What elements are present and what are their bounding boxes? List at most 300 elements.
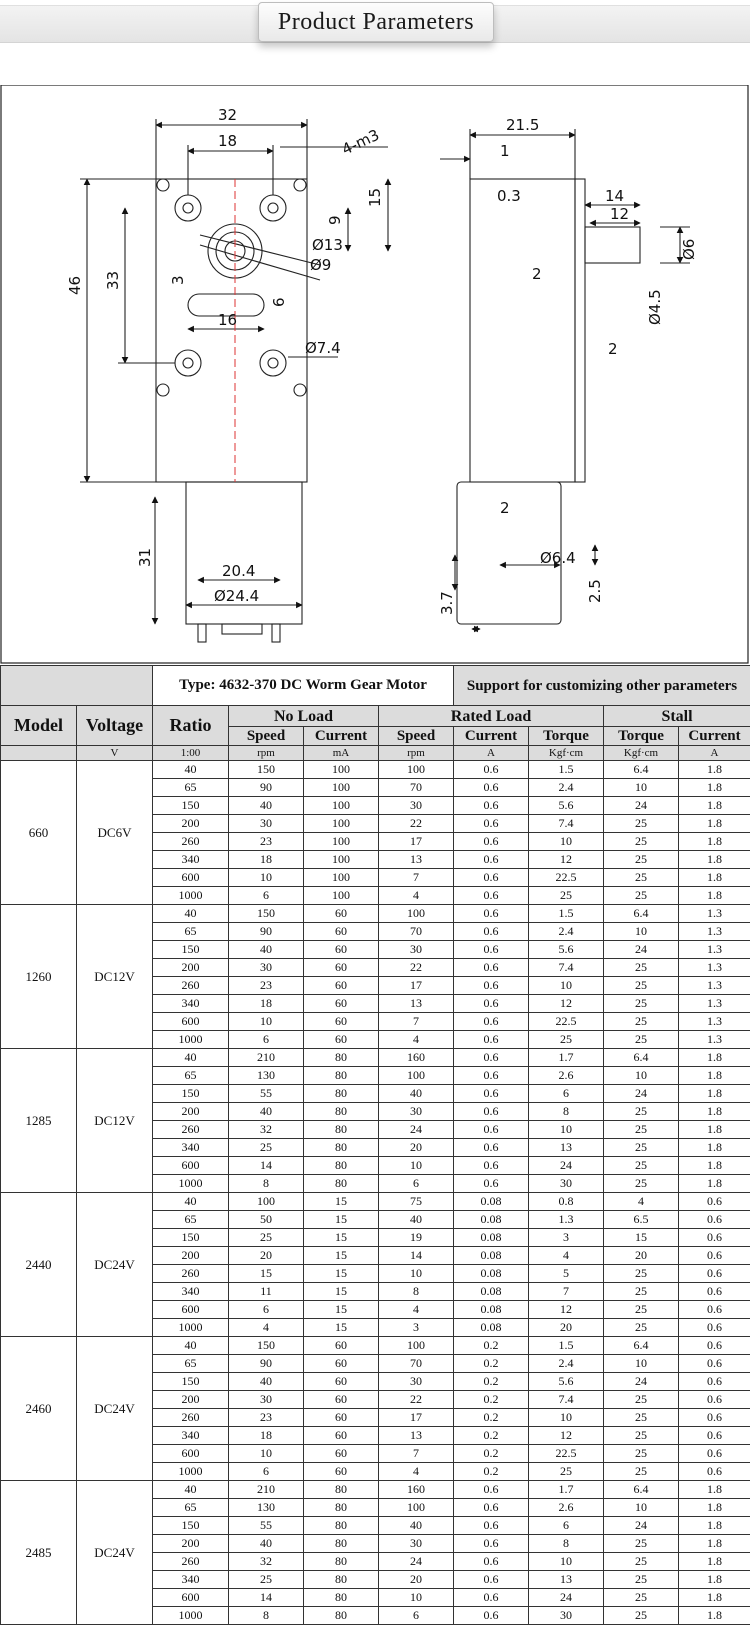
table-cell: 1.8 (679, 815, 750, 833)
table-cell: 0.2 (454, 1463, 529, 1481)
table-cell: 1.8 (679, 1481, 750, 1499)
table-cell: 10 (604, 1499, 679, 1517)
col-no-load: No Load (229, 706, 379, 727)
table-cell: 30 (379, 941, 454, 959)
table-cell: 100 (379, 1499, 454, 1517)
table-cell: 0.08 (454, 1265, 529, 1283)
table-cell: 0.6 (454, 797, 529, 815)
table-cell: 0.08 (454, 1193, 529, 1211)
table-cell: 15 (304, 1247, 379, 1265)
table-cell: 60 (304, 1013, 379, 1031)
table-cell: 150 (229, 1337, 304, 1355)
table-cell: 340 (153, 1139, 229, 1157)
table-cell: 260 (153, 1409, 229, 1427)
table-cell: 40 (229, 1373, 304, 1391)
table-cell: 340 (153, 995, 229, 1013)
table-cell: 200 (153, 1535, 229, 1553)
table-cell: 40 (153, 905, 229, 923)
table-cell: 0.6 (679, 1301, 750, 1319)
table-cell: 0.6 (679, 1337, 750, 1355)
table-cell: 0.6 (454, 923, 529, 941)
table-cell: 80 (304, 1175, 379, 1193)
table-cell: 600 (153, 1445, 229, 1463)
table-cell: 55 (229, 1517, 304, 1535)
table-cell: 0.6 (454, 1607, 529, 1625)
table-cell: 1.8 (679, 869, 750, 887)
unit-cell: Kgf·cm (529, 746, 604, 761)
table-cell: 0.6 (454, 1175, 529, 1193)
table-cell: 65 (153, 1211, 229, 1229)
table-cell: 1.3 (679, 905, 750, 923)
table-cell: 0.2 (454, 1337, 529, 1355)
table-cell: 40 (379, 1085, 454, 1103)
table-cell: 150 (229, 761, 304, 779)
table-cell: 0.6 (454, 869, 529, 887)
table-cell: 150 (153, 1085, 229, 1103)
table-cell: 20 (529, 1319, 604, 1337)
table-cell: 5.6 (529, 1373, 604, 1391)
table-cell: 10 (229, 1013, 304, 1031)
table-cell: 24 (379, 1553, 454, 1571)
dim-label: 33 (104, 270, 122, 290)
table-cell: 6 (229, 887, 304, 905)
table-cell: 65 (153, 923, 229, 941)
table-cell: 30 (529, 1607, 604, 1625)
table-cell: 80 (304, 1481, 379, 1499)
table-cell: 340 (153, 1283, 229, 1301)
table-cell: 30 (229, 1391, 304, 1409)
voltage-cell: DC24V (77, 1481, 153, 1625)
table-cell: 25 (604, 833, 679, 851)
table-cell: 1.8 (679, 1571, 750, 1589)
table-cell: 0.6 (454, 887, 529, 905)
table-cell: 5 (529, 1265, 604, 1283)
unit-cell: rpm (379, 746, 454, 761)
dim-label: 31 (136, 547, 154, 567)
table-cell: 0.6 (454, 1049, 529, 1067)
table-cell: 30 (529, 1175, 604, 1193)
table-cell: 1.8 (679, 1139, 750, 1157)
table-row (1, 1049, 750, 1067)
table-cell: 25 (529, 1031, 604, 1049)
table-cell: 150 (153, 1517, 229, 1535)
table-cell: 6 (229, 1301, 304, 1319)
table-cell: 100 (304, 797, 379, 815)
table-cell: 6 (529, 1517, 604, 1535)
table-cell: 10 (604, 1355, 679, 1373)
table-cell: 600 (153, 869, 229, 887)
table-row (1, 1337, 750, 1355)
table-cell: 0.8 (529, 1193, 604, 1211)
unit-blank (1, 746, 77, 761)
table-cell: 5.6 (529, 797, 604, 815)
type-label: Type: 4632-370 DC Worm Gear Motor (153, 666, 454, 706)
table-cell: 19 (379, 1229, 454, 1247)
table-cell: 15 (304, 1265, 379, 1283)
table-cell: 0.6 (454, 995, 529, 1013)
table-cell: 1.8 (679, 797, 750, 815)
table-cell: 1.8 (679, 887, 750, 905)
side-shaft (585, 227, 640, 263)
table-cell: 0.08 (454, 1319, 529, 1337)
dim-label: 14 (605, 187, 625, 205)
spec-table (0, 665, 750, 1625)
table-cell: 10 (379, 1157, 454, 1175)
table-cell: 13 (379, 1427, 454, 1445)
table-cell: 1.3 (679, 977, 750, 995)
dim-label: 18 (218, 132, 238, 150)
table-cell: 60 (304, 1445, 379, 1463)
dim-label: 20.4 (222, 562, 256, 580)
table-cell: 0.6 (454, 1121, 529, 1139)
table-cell: 22 (379, 815, 454, 833)
dim-label: 12 (610, 205, 630, 223)
table-cell: 25 (229, 1571, 304, 1589)
col-ratio: Ratio (153, 706, 229, 746)
table-cell: 30 (379, 1103, 454, 1121)
table-cell: 1.8 (679, 1049, 750, 1067)
table-cell: 80 (304, 1553, 379, 1571)
table-cell: 260 (153, 1121, 229, 1139)
table-cell: 40 (153, 1481, 229, 1499)
table-cell: 25 (604, 1553, 679, 1571)
table-cell: 150 (153, 941, 229, 959)
table-cell: 20 (604, 1247, 679, 1265)
table-cell: 100 (304, 869, 379, 887)
table-cell: 0.08 (454, 1211, 529, 1229)
table-cell: 13 (529, 1571, 604, 1589)
table-cell: 0.6 (454, 1481, 529, 1499)
table-cell: 0.6 (454, 779, 529, 797)
side-dimension-labels (438, 116, 698, 615)
table-cell: 1.8 (679, 833, 750, 851)
table-cell: 12 (529, 1427, 604, 1445)
table-cell: 25 (229, 1229, 304, 1247)
table-cell: 0.6 (679, 1391, 750, 1409)
header-banner (0, 0, 750, 82)
table-cell: 6 (379, 1607, 454, 1625)
table-cell: 80 (304, 1517, 379, 1535)
table-cell: 10 (604, 779, 679, 797)
table-cell: 80 (304, 1535, 379, 1553)
table-cell: 200 (153, 1391, 229, 1409)
table-cell: 10 (379, 1265, 454, 1283)
table-cell: 1.8 (679, 1067, 750, 1085)
table-cell: 0.6 (454, 1139, 529, 1157)
table-cell: 0.2 (454, 1427, 529, 1445)
table-cell: 17 (379, 977, 454, 995)
model-cell: 660 (1, 761, 77, 905)
table-cell: 6.4 (604, 1049, 679, 1067)
table-cell: 80 (304, 1499, 379, 1517)
table-cell: 2.4 (529, 779, 604, 797)
dim-label: Ø6 (680, 238, 698, 260)
dim-label: 3.7 (438, 591, 456, 615)
table-cell: 0.2 (454, 1373, 529, 1391)
table-cell: 15 (604, 1229, 679, 1247)
table-cell: 1.8 (679, 1121, 750, 1139)
table-cell: 80 (304, 1085, 379, 1103)
table-cell: 210 (229, 1481, 304, 1499)
table-cell: 7 (379, 1445, 454, 1463)
table-cell: 60 (304, 905, 379, 923)
table-cell: 25 (604, 1571, 679, 1589)
table-cell: 100 (379, 905, 454, 923)
table-cell: 25 (604, 887, 679, 905)
table-cell: 40 (153, 1193, 229, 1211)
table-cell: 14 (229, 1157, 304, 1175)
table-cell: 1.8 (679, 1085, 750, 1103)
table-cell: 25 (604, 1139, 679, 1157)
table-cell: 25 (604, 1463, 679, 1481)
side-gearbox-outline (470, 179, 575, 482)
table-cell: 1.8 (679, 1175, 750, 1193)
table-cell: 260 (153, 1553, 229, 1571)
voltage-cell: DC6V (77, 761, 153, 905)
table-cell: 5.6 (529, 941, 604, 959)
table-cell: 0.6 (679, 1247, 750, 1265)
dim-label: 9 (326, 215, 344, 225)
table-cell: 0.6 (454, 1589, 529, 1607)
table-cell: 0.6 (679, 1319, 750, 1337)
table-cell: 100 (304, 851, 379, 869)
table-cell: 150 (153, 1229, 229, 1247)
table-cell: 0.2 (454, 1445, 529, 1463)
col-current: Current (454, 727, 529, 746)
table-cell: 15 (304, 1301, 379, 1319)
table-cell: 100 (304, 815, 379, 833)
col-rated-load: Rated Load (379, 706, 604, 727)
dim-label: Ø13 (312, 236, 343, 254)
table-cell: 0.6 (679, 1283, 750, 1301)
table-cell: 1.8 (679, 1589, 750, 1607)
table-cell: 14 (229, 1589, 304, 1607)
table-cell: 30 (379, 1535, 454, 1553)
table-cell: 22 (379, 1391, 454, 1409)
table-cell: 70 (379, 779, 454, 797)
page-title: Product Parameters (258, 2, 494, 42)
table-cell: 7.4 (529, 815, 604, 833)
table-cell: 8 (379, 1283, 454, 1301)
table-cell: 60 (304, 1373, 379, 1391)
col-model: Model (1, 706, 77, 746)
model-cell: 1260 (1, 905, 77, 1049)
table-cell: 100 (304, 833, 379, 851)
table-cell: 0.6 (679, 1409, 750, 1427)
table-cell: 0.6 (454, 851, 529, 869)
table-cell: 150 (229, 905, 304, 923)
table-cell: 17 (379, 833, 454, 851)
table-cell: 18 (229, 995, 304, 1013)
table-cell: 20 (229, 1247, 304, 1265)
table-cell: 25 (604, 1391, 679, 1409)
table-cell: 22.5 (529, 1013, 604, 1031)
table-cell: 130 (229, 1499, 304, 1517)
table-cell: 25 (604, 1157, 679, 1175)
voltage-cell: DC24V (77, 1193, 153, 1337)
table-cell: 32 (229, 1121, 304, 1139)
table-cell: 260 (153, 833, 229, 851)
table-cell: 6.4 (604, 905, 679, 923)
table-cell: 0.6 (454, 1571, 529, 1589)
table-cell: 25 (604, 1283, 679, 1301)
table-cell: 60 (304, 1031, 379, 1049)
table-cell: 2.6 (529, 1067, 604, 1085)
col-torque: Torque (529, 727, 604, 746)
table-cell: 80 (304, 1607, 379, 1625)
table-cell: 7.4 (529, 1391, 604, 1409)
table-cell: 0.6 (454, 1085, 529, 1103)
table-cell: 23 (229, 1409, 304, 1427)
table-cell: 0.6 (454, 1517, 529, 1535)
unit-cell: A (679, 746, 750, 761)
table-cell: 8 (529, 1103, 604, 1121)
table-cell: 60 (304, 1427, 379, 1445)
table-cell: 25 (604, 1301, 679, 1319)
table-cell: 14 (379, 1247, 454, 1265)
table-cell: 90 (229, 779, 304, 797)
table-cell: 1.5 (529, 905, 604, 923)
table-cell: 0.6 (679, 1445, 750, 1463)
table-cell: 1.8 (679, 779, 750, 797)
table-cell: 600 (153, 1301, 229, 1319)
table-cell: 22.5 (529, 869, 604, 887)
table-cell: 6 (229, 1031, 304, 1049)
table-cell: 32 (229, 1553, 304, 1571)
table-cell: 1.3 (679, 941, 750, 959)
table-cell: 15 (304, 1229, 379, 1247)
col-stall: Stall (604, 706, 750, 727)
table-cell: 60 (304, 959, 379, 977)
table-cell: 7 (379, 869, 454, 887)
table-cell: 1000 (153, 1319, 229, 1337)
table-cell: 1.3 (679, 1013, 750, 1031)
table-cell: 25 (604, 1445, 679, 1463)
voltage-cell: DC12V (77, 1049, 153, 1193)
dim-label: Ø9 (310, 256, 332, 274)
table-cell: 0.6 (454, 1013, 529, 1031)
table-cell: 0.2 (454, 1391, 529, 1409)
unit-cell: 1:00 (153, 746, 229, 761)
table-cell: 40 (153, 1049, 229, 1067)
table-cell: 3 (379, 1319, 454, 1337)
table-cell: 160 (379, 1049, 454, 1067)
table-cell: 7 (529, 1283, 604, 1301)
table-cell: 40 (379, 1211, 454, 1229)
table-cell: 70 (379, 1355, 454, 1373)
table-cell: 24 (604, 1373, 679, 1391)
table-cell: 65 (153, 1499, 229, 1517)
table-cell: 4 (379, 1463, 454, 1481)
table-cell: 0.6 (679, 1211, 750, 1229)
col-torque: Torque (604, 727, 679, 746)
table-cell: 210 (229, 1049, 304, 1067)
table-cell: 200 (153, 815, 229, 833)
dim-label: 2 (608, 340, 618, 358)
table-cell: 200 (153, 1103, 229, 1121)
dim-label: 2 (532, 265, 542, 283)
table-cell: 13 (379, 851, 454, 869)
table-cell: 2.4 (529, 923, 604, 941)
table-cell: 200 (153, 1247, 229, 1265)
table-cell: 25 (604, 1319, 679, 1337)
table-cell: 1000 (153, 1463, 229, 1481)
table-cell: 25 (604, 1535, 679, 1553)
table-cell: 90 (229, 923, 304, 941)
table-cell: 50 (229, 1211, 304, 1229)
table-cell: 0.6 (454, 905, 529, 923)
table-cell: 1.8 (679, 851, 750, 869)
table-cell: 15 (304, 1211, 379, 1229)
table-cell: 30 (229, 959, 304, 977)
table-cell: 0.2 (454, 1409, 529, 1427)
table-cell: 10 (529, 1409, 604, 1427)
table-cell: 80 (304, 1571, 379, 1589)
table-cell: 25 (604, 1265, 679, 1283)
table-cell: 0.6 (454, 1103, 529, 1121)
drawing-svg (0, 85, 750, 665)
table-row (1, 761, 750, 779)
col-voltage: Voltage (77, 706, 153, 746)
table-cell: 30 (229, 815, 304, 833)
table-cell: 15 (304, 1283, 379, 1301)
table-cell: 65 (153, 1067, 229, 1085)
table-cell: 4 (529, 1247, 604, 1265)
model-cell: 1285 (1, 1049, 77, 1193)
table-cell: 1.8 (679, 1553, 750, 1571)
table-cell: 340 (153, 851, 229, 869)
table-cell: 20 (379, 1139, 454, 1157)
table-cell: 1.7 (529, 1481, 604, 1499)
table-cell: 2.4 (529, 1355, 604, 1373)
table-cell: 0.6 (679, 1265, 750, 1283)
col-speed: Speed (229, 727, 304, 746)
table-cell: 10 (229, 869, 304, 887)
table-cell: 8 (529, 1535, 604, 1553)
table-cell: 1.3 (529, 1211, 604, 1229)
table-cell: 25 (604, 1607, 679, 1625)
table-cell: 4 (379, 887, 454, 905)
table-cell: 25 (229, 1139, 304, 1157)
table-cell: 0.6 (679, 1463, 750, 1481)
table-cell: 1.8 (679, 1499, 750, 1517)
table-cell: 1.5 (529, 761, 604, 779)
table-cell: 160 (379, 1481, 454, 1499)
table-cell: 24 (604, 941, 679, 959)
dim-label: Ø4.5 (646, 289, 664, 325)
dim-label: 6 (270, 297, 288, 307)
model-cell: 2440 (1, 1193, 77, 1337)
table-cell: 1.3 (679, 995, 750, 1013)
table-cell: 150 (153, 1373, 229, 1391)
table-cell: 15 (304, 1193, 379, 1211)
table-cell: 20 (379, 1571, 454, 1589)
table-cell: 100 (304, 761, 379, 779)
table-cell: 0.6 (454, 977, 529, 995)
table-cell: 40 (379, 1517, 454, 1535)
table-cell: 6.4 (604, 1481, 679, 1499)
table-cell: 1.3 (679, 923, 750, 941)
table-cell: 600 (153, 1589, 229, 1607)
table-cell: 0.6 (454, 941, 529, 959)
table-cell: 100 (304, 887, 379, 905)
unit-cell: A (454, 746, 529, 761)
table-cell: 0.6 (679, 1427, 750, 1445)
table-cell: 25 (604, 1589, 679, 1607)
table-cell: 11 (229, 1283, 304, 1301)
unit-cell: mA (304, 746, 379, 761)
table-cell: 25 (604, 1121, 679, 1139)
